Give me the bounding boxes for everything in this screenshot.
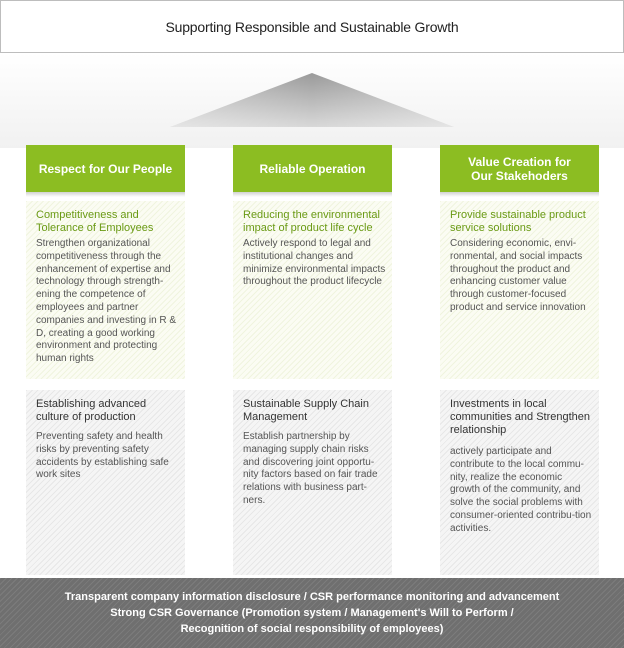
section-body: Establish partnership by managing supply chain risks and discovering joint opportu-nity factors based on fair trade relations with business part-ners.	[243, 431, 378, 506]
footer-line: Recognition of social responsibility of employees)	[180, 623, 444, 635]
section-panel-green	[440, 201, 599, 379]
section-body: actively participate and contribute to the local commu-nity, realize the economic growth of the community, and solve the social problems with consumer-oriented contribu-tion activities.	[450, 446, 592, 534]
column-respect-for-people	[26, 145, 185, 481]
section-body: Preventing safety and health risks by preventing safety accidents by establishing safe work sites	[36, 431, 169, 481]
section-title: Investments in local communities and Strengthen relationship	[450, 398, 591, 436]
section-body: Strengthen organizational competitiveness through the enhancement of expertise and technology through strength-ening the competence of employees and partner companies and investing in R & D, creating a good working environment and protecting human rights	[36, 238, 177, 365]
column-header: Value Creation for Our Stakehoders	[440, 145, 599, 192]
section-title: Sustainable Supply Chain Management	[243, 398, 369, 423]
section-panel-gray	[26, 390, 185, 575]
column-reliable-operation	[233, 145, 392, 506]
footer-line: Transparent company information disclosure / CSR performance monitoring and advancement	[64, 591, 560, 603]
section-panel-gray	[233, 390, 392, 575]
roof-triangle	[0, 53, 624, 145]
column-value-creation	[440, 145, 599, 534]
section-body: Considering economic, envi-ronmental, and social impacts throughout the product and enhancing customer value through customer-focused product and service innovation	[450, 238, 586, 313]
section-title: Competitiveness and Tolerance of Employees	[36, 209, 154, 234]
section-panel-green	[26, 201, 185, 379]
column-header: Respect for Our People	[26, 145, 185, 192]
column-header: Reliable Operation	[233, 145, 392, 192]
section-body: Actively respond to legal and institutional changes and minimize environmental impacts throughout the product lifecycle	[243, 238, 386, 288]
section-panel-green	[233, 201, 392, 379]
section-title: Provide sustainable product service solutions	[450, 209, 586, 234]
section-panel-gray	[440, 390, 599, 575]
governance-footer	[0, 578, 624, 648]
section-title: Reducing the environmental impact of product life cycle	[243, 209, 380, 234]
diagram-title: Supporting Responsible and Sustainable Growth	[0, 0, 624, 53]
footer-line: Strong CSR Governance (Promotion system / Management's Will to Perform /	[110, 607, 514, 619]
section-title: Establishing advanced culture of production	[36, 398, 147, 423]
